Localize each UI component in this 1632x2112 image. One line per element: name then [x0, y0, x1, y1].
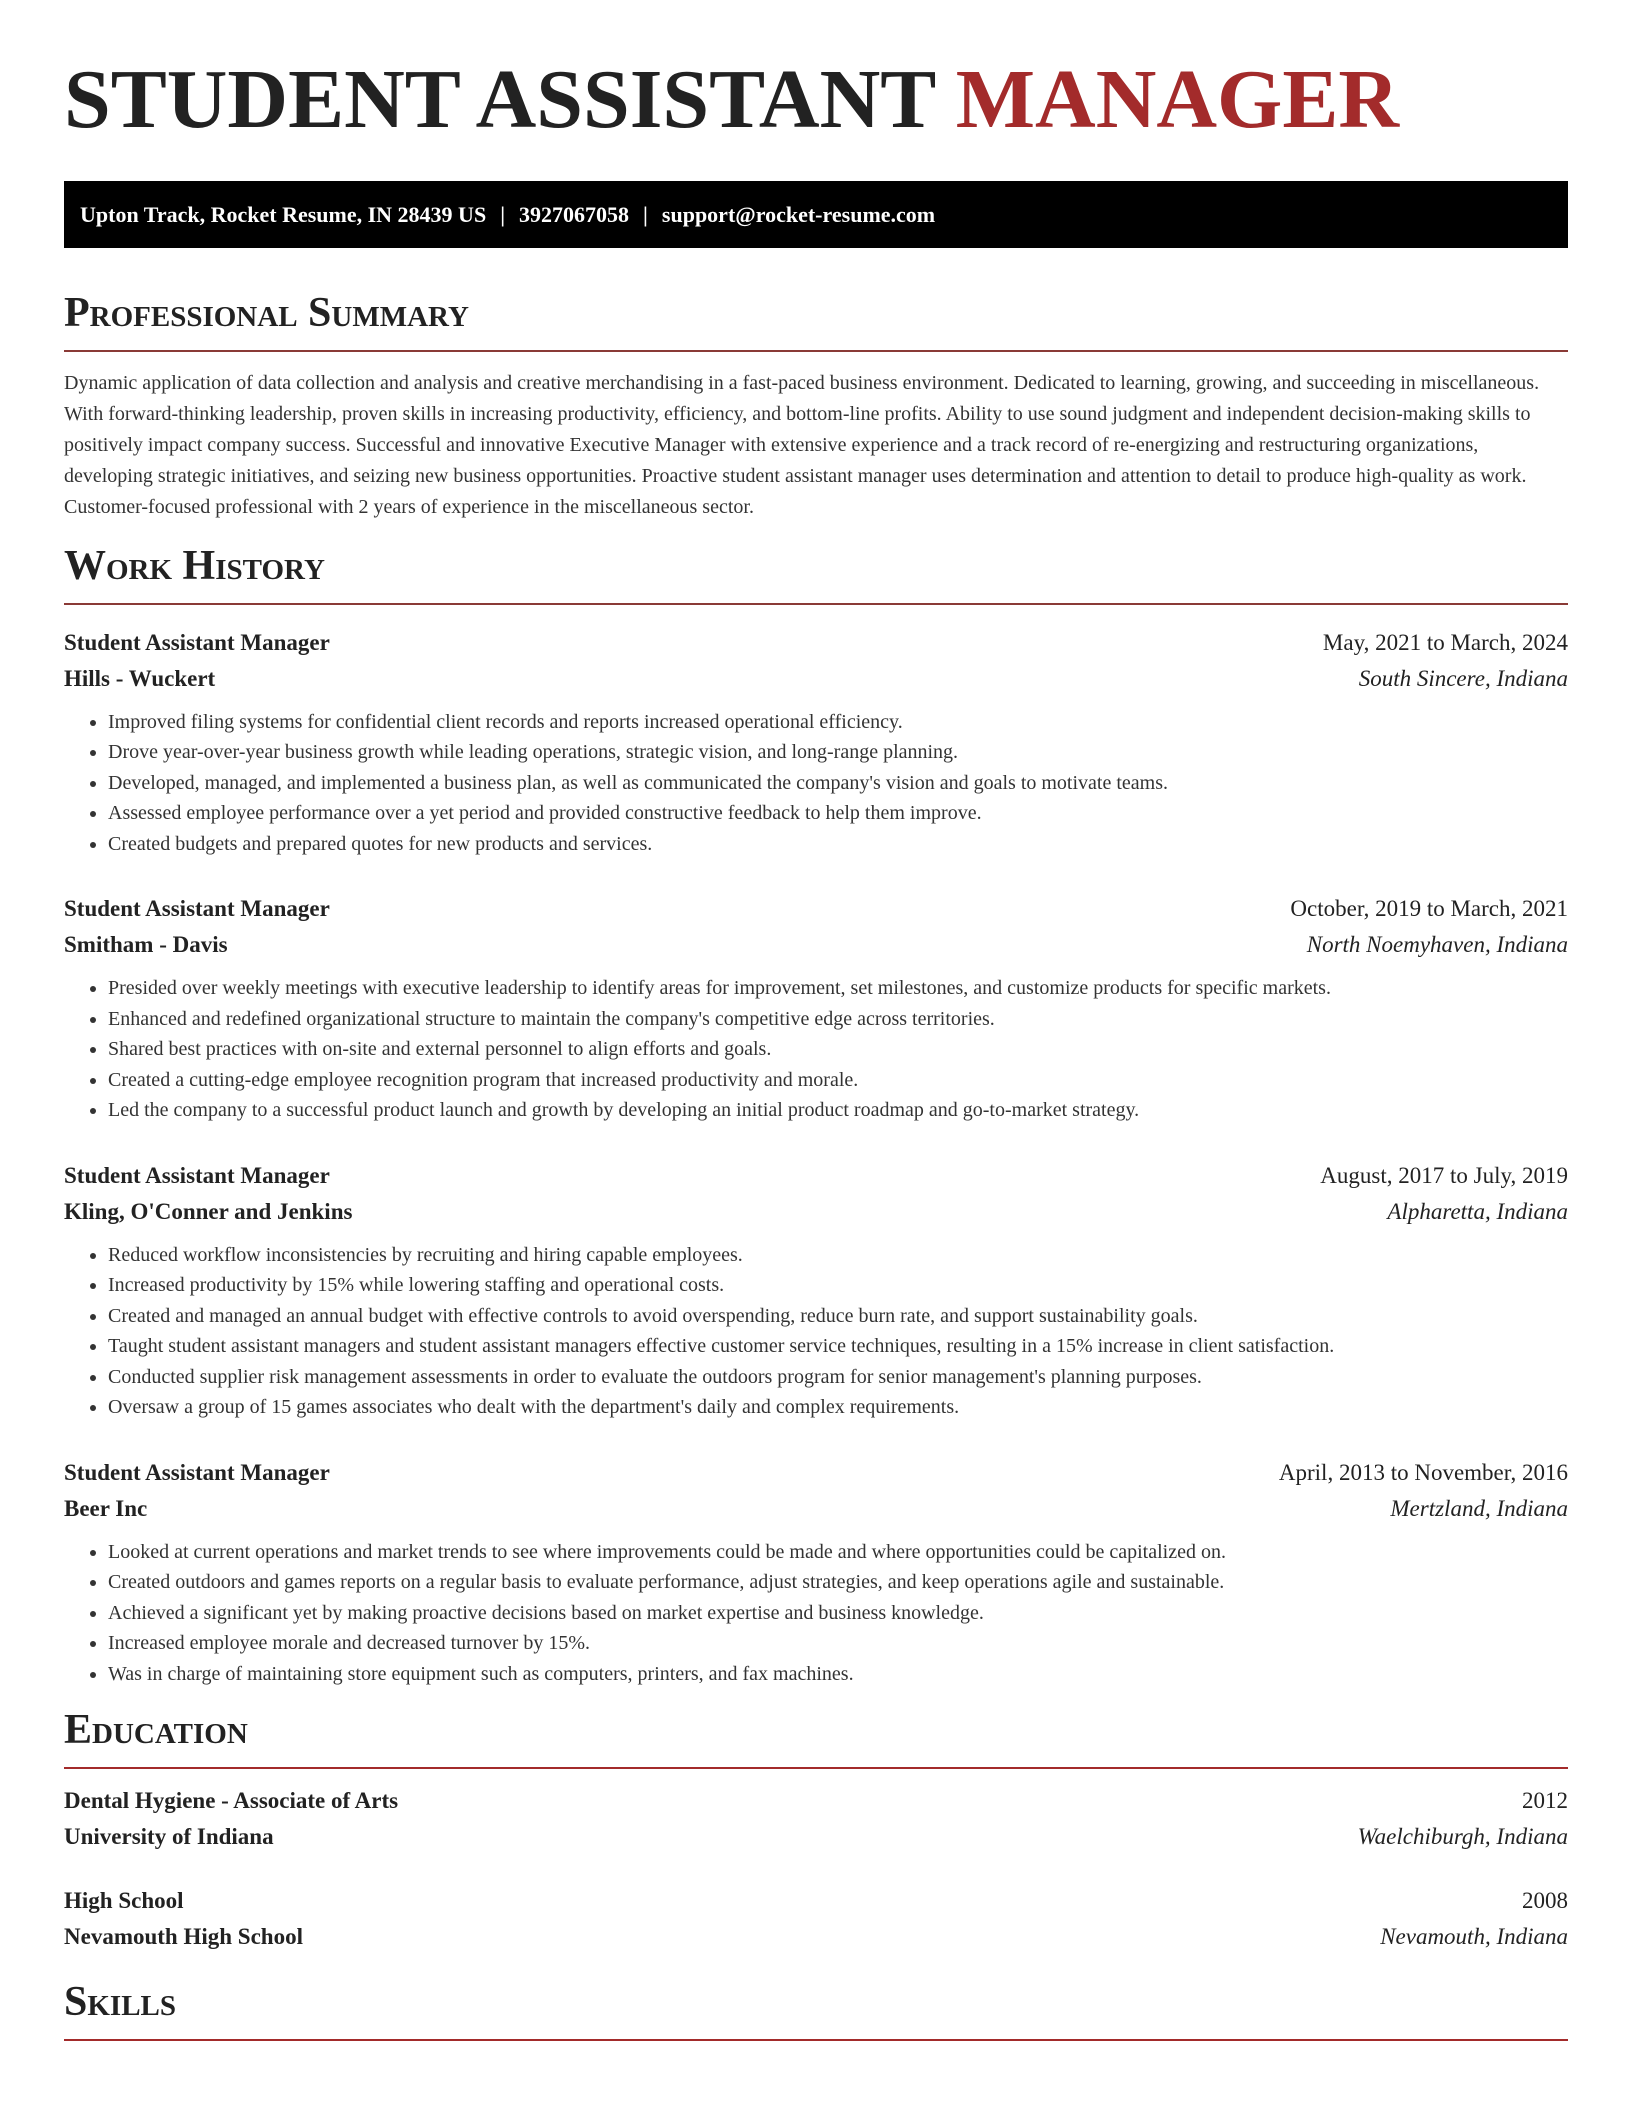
section-title-summary: Professional Summary	[64, 289, 469, 336]
job-company-row	[64, 927, 1568, 963]
job-header-row	[64, 1158, 1568, 1194]
section-title-skills: Skills	[64, 1979, 177, 2026]
job-company: Hills - Wuckert	[64, 665, 216, 691]
education-degree: Dental Hygiene - Associate of Arts	[64, 1788, 399, 1814]
job-bullets	[64, 973, 1568, 1126]
contact-bar	[64, 181, 1568, 248]
job-dates: April, 2013 to November, 2016	[1278, 1459, 1568, 1485]
contact-email: support@rocket-resume.com	[661, 201, 936, 227]
job-bullet: • Created a cutting-edge employee recognition program that increased productivity and morale.	[108, 1065, 1568, 1096]
job-bullet: • Created budgets and prepared quotes for new products and services.	[108, 829, 1568, 860]
job-bullet: • Taught student assistant managers and student assistant managers effective customer service techniques, resulting in a 15% increase in client satisfaction.	[108, 1331, 1568, 1362]
job-header-row	[64, 1455, 1568, 1491]
education-year: 2008	[1522, 1888, 1568, 1914]
section-divider	[64, 2039, 1568, 2041]
job-bullet: • Conducted supplier risk management assessments in order to evaluate the outdoors program for senior management's planning purposes.	[108, 1362, 1568, 1393]
education-degree: High School	[64, 1888, 184, 1914]
resume-name	[64, 50, 1568, 151]
job-bullet: • Assessed employee performance over a yet period and provided constructive feedback to help them improve.	[108, 798, 1568, 829]
job-bullet: • Reduced workflow inconsistencies by recruiting and hiring capable employees.	[108, 1240, 1568, 1271]
job-bullet: • Drove year-over-year business growth while leading operations, strategic vision, and long-range planning.	[108, 737, 1568, 768]
education-school-row	[64, 1919, 1568, 1955]
job-title: Student Assistant Manager	[64, 896, 330, 922]
name-primary: STUDENT ASSISTANT	[64, 53, 935, 146]
job-bullet: • Increased productivity by 15% while lowering staffing and operational costs.	[108, 1270, 1568, 1301]
job-bullet: • Created and managed an annual budget with effective controls to avoid overspending, reduce burn rate, and support sustainability goals.	[108, 1301, 1568, 1332]
education-year: 2012	[1522, 1788, 1568, 1814]
job-location: South Sincere, Indiana	[1358, 665, 1568, 691]
education-school: Nevamouth High School	[64, 1924, 303, 1950]
job-title: Student Assistant Manager	[64, 1162, 330, 1188]
job-company-row	[64, 661, 1568, 697]
contact-separator: |	[500, 201, 506, 227]
education-entry	[64, 1783, 1568, 1855]
job-bullet: • Was in charge of maintaining store equipment such as computers, printers, and fax machines.	[108, 1659, 1568, 1690]
contact-phone: 3927067058	[519, 201, 630, 227]
job-bullet: • Shared best practices with on-site and external personnel to align efforts and goals.	[108, 1034, 1568, 1065]
job-bullet: • Led the company to a successful product launch and growth by developing an initial product roadmap and go-to-market strategy.	[108, 1095, 1568, 1126]
education-school-row	[64, 1819, 1568, 1855]
job-location: Mertzland, Indiana	[1390, 1495, 1568, 1521]
contact-address: Upton Track, Rocket Resume, IN 28439 US	[80, 201, 487, 227]
education-header-row	[64, 1883, 1568, 1919]
job-bullet: • Achieved a significant yet by making proactive decisions based on market expertise and business knowledge.	[108, 1598, 1568, 1629]
job-company: Kling, O'Conner and Jenkins	[64, 1198, 353, 1224]
job-company-row	[64, 1491, 1568, 1527]
education-header-row	[64, 1783, 1568, 1819]
education-location: Waelchiburgh, Indiana	[1357, 1824, 1568, 1850]
job-company-row	[64, 1194, 1568, 1230]
job-bullets	[64, 1240, 1568, 1423]
job-dates: October, 2019 to March, 2021	[1290, 896, 1568, 922]
job-bullet: • Enhanced and redefined organizational structure to maintain the company's competitive edge across territories.	[108, 1004, 1568, 1035]
job-bullet: • Oversaw a group of 15 games associates who dealt with the department's daily and complex requirements.	[108, 1392, 1568, 1423]
education-location: Nevamouth, Indiana	[1380, 1924, 1568, 1950]
job-header-row	[64, 891, 1568, 927]
job-bullets	[64, 1537, 1568, 1690]
job-bullet: • Improved filing systems for confidential client records and reports increased operational efficiency.	[108, 707, 1568, 738]
name-accent: MANAGER	[955, 53, 1400, 146]
job-entry	[64, 1158, 1568, 1423]
job-bullet: • Presided over weekly meetings with executive leadership to identify areas for improvement, set milestones, and customize products for specific markets.	[108, 973, 1568, 1004]
section-title-education: Education	[64, 1707, 248, 1754]
job-title: Student Assistant Manager	[64, 1459, 330, 1485]
job-entry	[64, 1455, 1568, 1690]
job-company: Beer Inc	[64, 1495, 148, 1521]
education-list	[64, 1783, 1568, 1955]
contact-separator: |	[643, 201, 648, 227]
work-history-list	[64, 625, 1568, 1690]
job-bullets	[64, 707, 1568, 860]
job-title: Student Assistant Manager	[64, 629, 330, 655]
section-title-work-history: Work History	[64, 542, 325, 589]
job-location: Alpharetta, Indiana	[1387, 1198, 1568, 1224]
summary-text: Dynamic application of data collection and analysis and creative merchandising in a fast-paced business environment. Dedicated to learning, growing, and succeeding in miscellaneous. With forward-thinking leadership, proven skills in increasing productivity, efficiency, and bottom-line profits. Ability to use sound judgment and independent decision-making skills to positively impact company success. Successful and innovative Executive Manager with extensive experience and a track record of re-energizing and restructuring organizations, developing strategic initiatives, and seizing new business opportunities. Proactive student assistant manager uses determination and attention to detail to produce high-quality as work. Customer-focused professional with 2 years of experience in the miscellaneous sector.	[64, 371, 1540, 518]
education-school: University of Indiana	[64, 1824, 274, 1850]
section-divider	[64, 350, 1568, 352]
job-location: North Noemyhaven, Indiana	[1306, 932, 1568, 958]
job-bullet: • Looked at current operations and market trends to see where improvements could be made and where opportunities could be capitalized on.	[108, 1537, 1568, 1568]
job-bullet: • Created outdoors and games reports on a regular basis to evaluate performance, adjust strategies, and keep operations agile and sustainable.	[108, 1567, 1568, 1598]
section-divider	[64, 603, 1568, 605]
job-company: Smitham - Davis	[64, 932, 228, 958]
job-bullet: • Developed, managed, and implemented a business plan, as well as communicated the company's vision and goals to motivate teams.	[108, 768, 1568, 799]
job-dates: May, 2021 to March, 2024	[1322, 629, 1568, 655]
job-entry	[64, 891, 1568, 1126]
job-dates: August, 2017 to July, 2019	[1320, 1162, 1568, 1188]
job-entry	[64, 625, 1568, 860]
section-divider	[64, 1767, 1568, 1769]
job-header-row	[64, 625, 1568, 661]
education-entry	[64, 1883, 1568, 1955]
job-bullet: • Increased employee morale and decreased turnover by 15%.	[108, 1628, 1568, 1659]
